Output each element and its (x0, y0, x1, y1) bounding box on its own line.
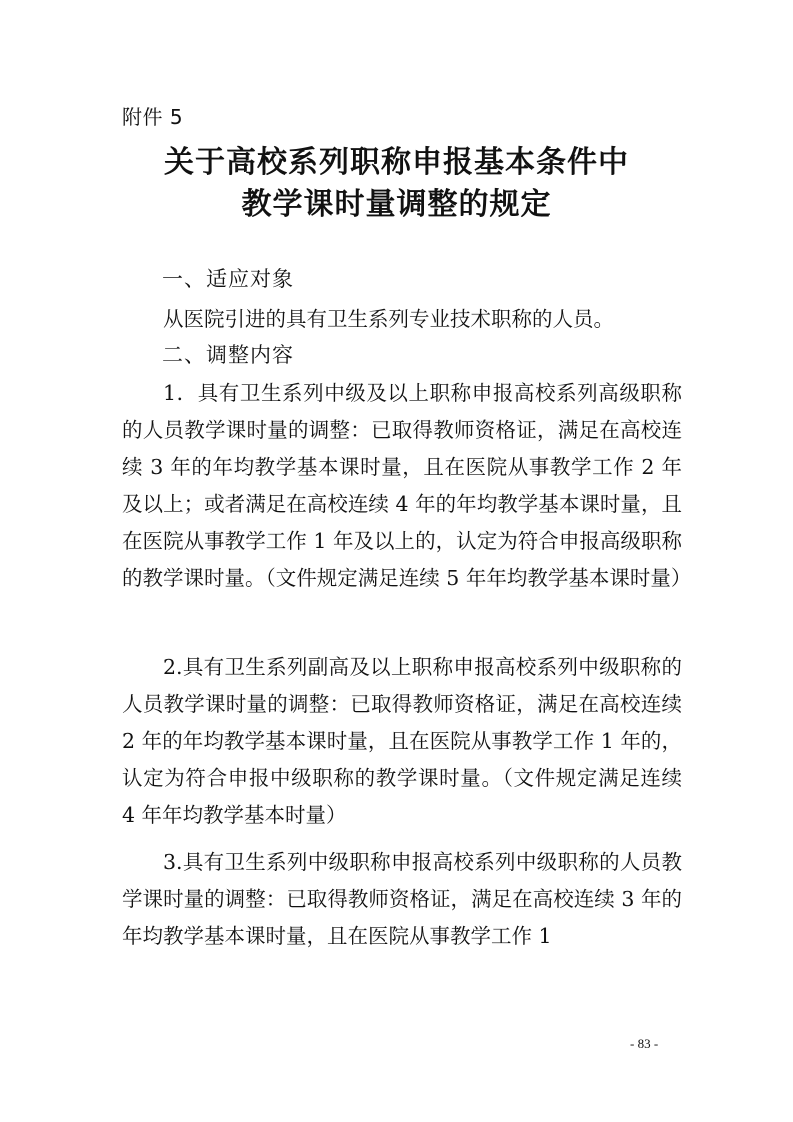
paragraph-item-2: 2.具有卫生系列副高及以上职称申报高校系列中级职称的人员教学课时量的调整：已取得教师资格证，满足在高校连续 2 年的年均教学基本课时量，且在医院从事教学工作 1 年的，认定为符合申报中级职称的教学课时量。（文件规定满足连续 4 年年均教学基本时量） (122, 655, 682, 827)
paragraph-item-3: 3.具有卫生系列中级职称申报高校系列中级职称的人员教学课时量的调整：已取得教师资格证，满足在高校连续 3 年的年均教学基本课时量，且在医院从事教学工作 1 (122, 850, 682, 948)
section-heading-adjustment-content: 二、调整内容 (162, 343, 294, 367)
document-title-line-1: 关于高校系列职称申报基本条件中 (164, 145, 629, 180)
paragraph-item-1: 1．具有卫生系列中级及以上职称申报高校系列高级职称的人员教学课时量的调整：已取得教师资格证，满足在高校连续 3 年的年均教学基本课时量，且在医院从事教学工作 2 年及以上；或者满足在高校连续 4 年的年均教学基本课时量，且在医院从事教学工作 1 年及以上的，认定为符合申报高级职称的教学课时量。（文件规定满足连续 5 年年均教学基本课时量） (122, 381, 692, 590)
paragraph-applicable-targets: 从医院引进的具有卫生系列专业技术职称的人员。 (163, 307, 614, 331)
attachment-label: 附件 5 (122, 105, 184, 129)
document-title-line-2: 教学课时量调整的规定 (241, 187, 552, 222)
page-number: - 83 - (630, 1036, 659, 1051)
section-heading-applicable-targets: 一、适应对象 (162, 267, 294, 291)
